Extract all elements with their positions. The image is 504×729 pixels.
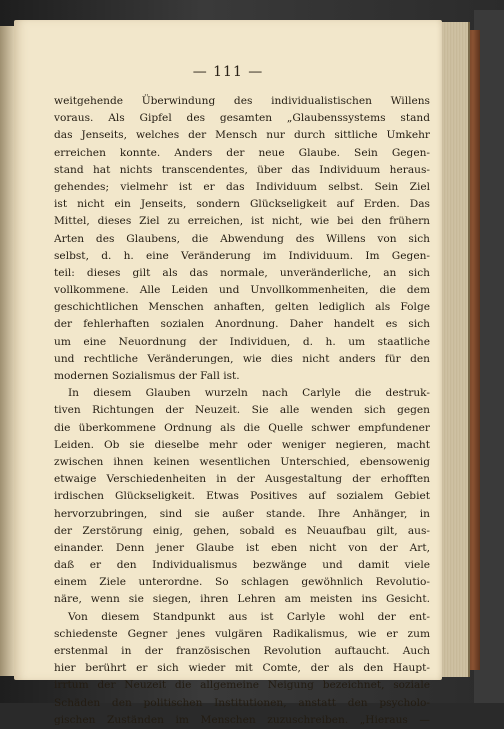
text-line: die überkommene Ordnung als die Quelle schwer empfundener bbox=[54, 421, 430, 434]
text-line: gischen Zuständen im Menschen zuzuschreiben. „Hieraus — bbox=[54, 713, 430, 726]
text-line: einander. Denn jener Glaube ist eben nicht von der Art, bbox=[54, 541, 430, 554]
text-line: irrtum der Neuzeit die allgemeine Neigung bezeichnet, soziale bbox=[54, 679, 430, 692]
page-number: — 111 — bbox=[192, 64, 264, 80]
text-line: und rechtliche Veränderungen, wie dies nicht anders für den bbox=[54, 352, 430, 365]
text-line: einem Ziele unterordne. So schlagen gewöhnlich Revolutio- bbox=[54, 576, 430, 589]
text-line: gehendes; vielmehr ist er das Individuum selbst. Sein Ziel bbox=[54, 180, 430, 193]
text-line: Mittel, dieses Ziel zu erreichen, ist nicht, wie bei den frühern bbox=[54, 215, 430, 228]
text-line: modernen Sozialismus der Fall ist. bbox=[54, 370, 240, 382]
text-line: stand hat nichts transcendentes, über das Individuum heraus- bbox=[54, 163, 430, 176]
book-page bbox=[14, 20, 442, 726]
text-line: tiven Richtungen der Neuzeit. Sie alle wenden sich gegen bbox=[54, 404, 430, 417]
text-line: irdischen Glückseligkeit. Etwas Positives auf sozialem Gebiet bbox=[54, 490, 430, 503]
text-line: hier berührt er sich wieder mit Comte, der als den Haupt- bbox=[54, 662, 430, 675]
text-line: daß er den Individualismus bezwänge und damit viele bbox=[54, 559, 430, 572]
text-line: geschichtlichen Menschen anhaften, gelten lediglich als Folge bbox=[54, 301, 430, 314]
text-line: näre, wenn sie siegen, ihren Lehren am meisten ins Gesicht. bbox=[54, 593, 430, 606]
text-line: erreichen konnte. Anders der neue Glaube. Sein Gegen- bbox=[54, 146, 430, 159]
text-line: selbst, d. h. eine Veränderung im Individuum. Im Gegen- bbox=[54, 249, 430, 262]
text-line: etwaige Verschiedenheiten in der Ausgestaltung der erhofften bbox=[54, 473, 430, 486]
text-line: Von diesem Standpunkt aus ist Carlyle wohl der ent- bbox=[68, 610, 430, 623]
text-line: teil: dieses gilt als das normale, unveränderliche, an sich bbox=[54, 266, 430, 279]
previous-page-edge bbox=[0, 26, 14, 676]
text-line: erstenmal in der französischen Revolution auftaucht. Auch bbox=[54, 645, 430, 657]
text-line: voraus. Als Gipfel des gesamten „Glaubenssystems stand bbox=[54, 112, 430, 125]
text-line: vollkommene. Alle Leiden und Unvollkommenheiten, die dem bbox=[54, 284, 430, 297]
text-line: der Zerstörung einig, gehen, sobald es Neuaufbau gilt, aus- bbox=[54, 524, 430, 537]
text-line: zwischen ihnen keinen wesentlichen Unterschied, ebensowenig bbox=[54, 455, 430, 468]
text-line: ist nicht ein Jenseits, sondern Glückseligkeit auf Erden. Das bbox=[54, 198, 430, 211]
page-edges bbox=[438, 22, 470, 677]
text-line: weitgehende Überwindung des individualistischen Willens bbox=[54, 95, 430, 107]
text-line: Schäden den politischen Institutionen, anstatt den psycholo- bbox=[54, 696, 430, 709]
text-line: um eine Neuordnung der Individuen, d. h. um staatliche bbox=[54, 335, 430, 348]
text-line: das Jenseits, welches der Mensch nur durch sittliche Umkehr bbox=[54, 129, 430, 142]
text-line: schiedenste Gegner jenes vulgären Radikalismus, wie er zum bbox=[54, 627, 430, 640]
text-line: Leiden. Ob sie dieselbe mehr oder weniger negieren, macht bbox=[54, 438, 430, 451]
text-line: In diesem Glauben wurzeln nach Carlyle die destruk- bbox=[68, 387, 430, 400]
body-text bbox=[54, 93, 430, 729]
text-line: Arten des Glaubens, die Abwendung des Willens von sich bbox=[54, 232, 430, 245]
text-line: hervorzubringen, sind sie außer stande. Ihre Anhänger, in bbox=[54, 507, 430, 520]
text-line: der fehlerhaften sozialen Anordnung. Daher handelt es sich bbox=[54, 318, 430, 331]
